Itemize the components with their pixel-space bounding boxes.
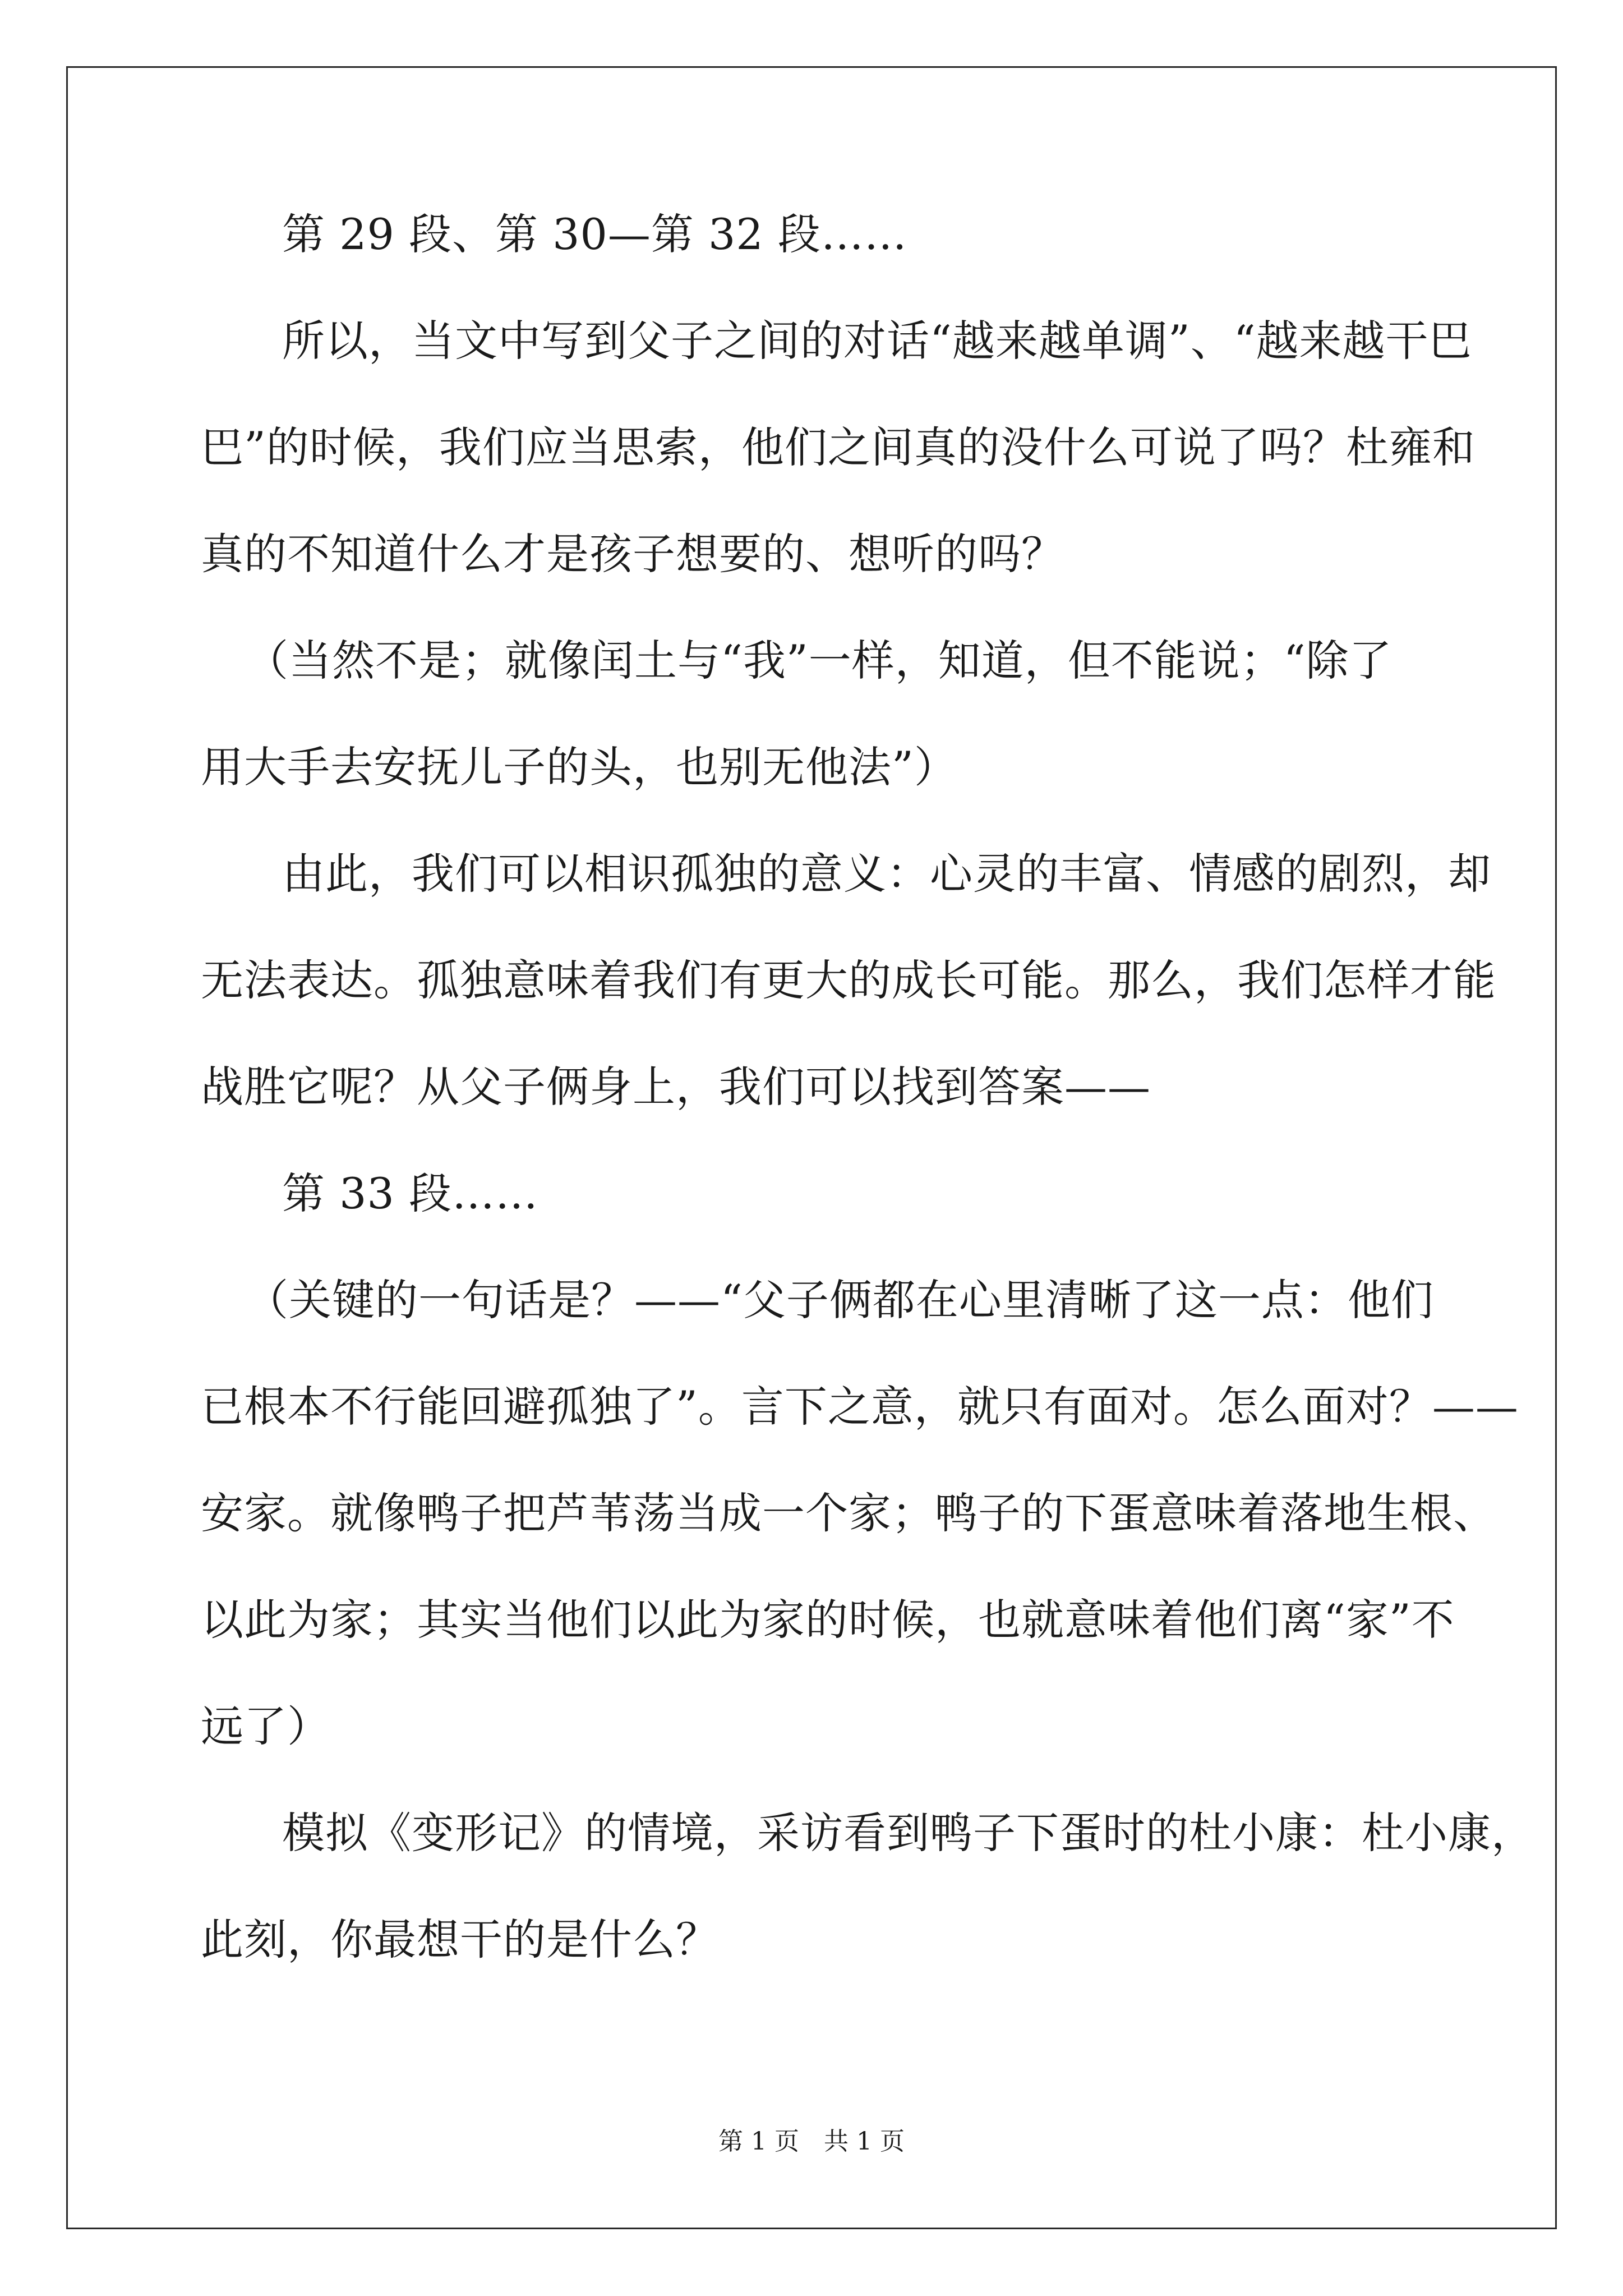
- paragraph-line: 远了）: [201, 1701, 330, 1751]
- paragraph-line: 已根本不行能回避孤独了”。言下之意，就只有面对。怎么面对？——: [201, 1382, 1519, 1432]
- page-number-footer: 第 1 页 共 1 页: [718, 2127, 905, 2156]
- page-border: [66, 66, 1557, 2229]
- paragraph-line: 真的不知道什么才是孩子想要的、想听的吗？: [201, 529, 1064, 579]
- paragraph-line: 第 29 段、第 30—第 32 段……: [282, 209, 907, 259]
- paragraph-line: 由此，我们可以相识孤独的意义：心灵的丰富、情感的剧烈，却: [282, 849, 1491, 899]
- paragraph-line: 无法表达。孤独意味着我们有更大的成长可能。那么，我们怎样才能: [201, 955, 1496, 1005]
- paragraph-line: （当然不是；就像闰土与“我”一样，知道，但不能说；“除了: [246, 636, 1393, 685]
- paragraph-line: 安家。就像鸭子把芦苇荡当成一个家；鸭子的下蛋意味着落地生根、: [201, 1488, 1496, 1538]
- paragraph-line: （关键的一句话是？——“父子俩都在心里清晰了这一点：他们: [246, 1275, 1434, 1325]
- paragraph-line: 此刻，你最想干的是什么？: [201, 1915, 719, 1964]
- paragraph-line: 第 33 段……: [282, 1168, 539, 1218]
- paragraph-line: 所以，当文中写到父子之间的对话“越来越单调”、“越来越干巴: [282, 316, 1472, 366]
- paragraph-line: 巴”的时候，我们应当思索，他们之间真的没什么可说了吗？杜雍和: [201, 422, 1476, 472]
- paragraph-line: 战胜它呢？从父子俩身上，我们可以找到答案——: [201, 1062, 1151, 1112]
- paragraph-line: 模拟《变形记》的情境，采访看到鸭子下蛋时的杜小康：杜小康，: [282, 1808, 1534, 1858]
- paragraph-line: 以此为家；其实当他们以此为家的时候，也就意味着他们离“家”不: [201, 1595, 1455, 1645]
- paragraph-line: 用大手去安抚儿子的头，也别无他法”）: [201, 742, 957, 792]
